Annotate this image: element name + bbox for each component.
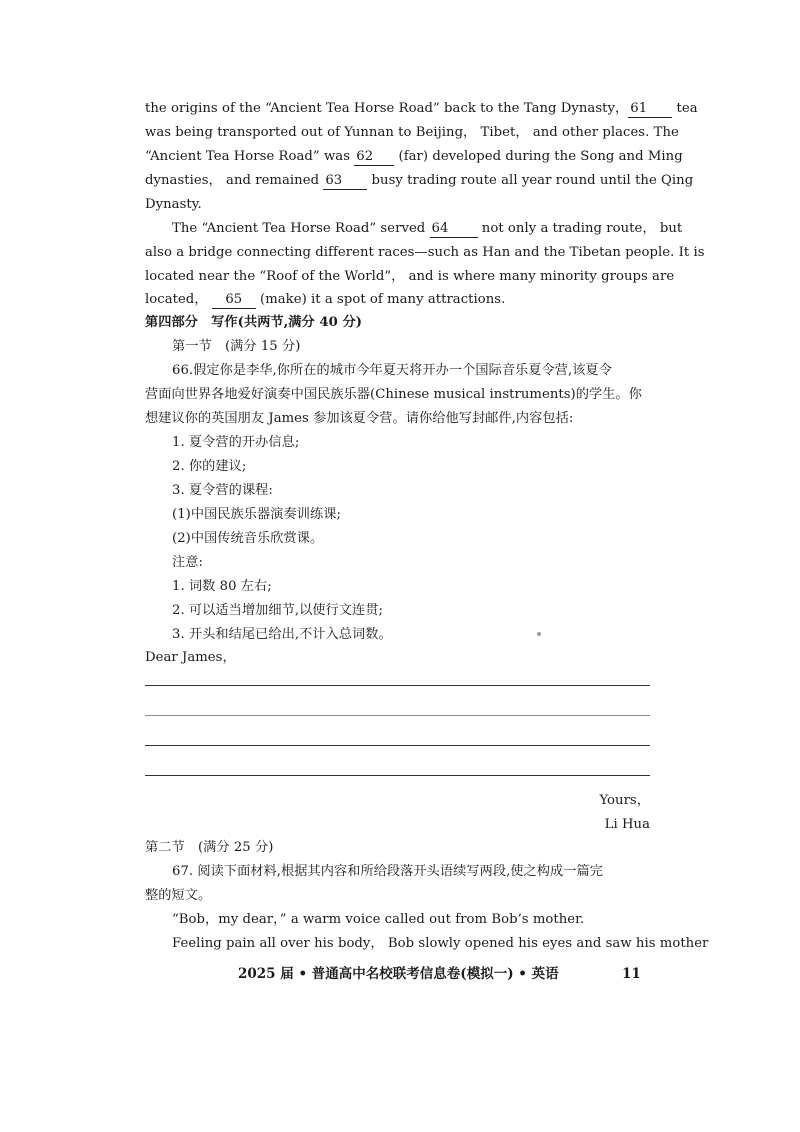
passage-line: Dynasty. bbox=[145, 197, 202, 212]
section1-heading: 第一节 (满分 15 分) bbox=[172, 339, 301, 354]
q66-subitem: (1)中国民族乐器演奏训练课; bbox=[172, 507, 341, 522]
q66-subitem: (2)中国传统音乐欣赏课。 bbox=[172, 531, 324, 546]
passage-text: located， bbox=[145, 292, 212, 307]
page-number: 11 bbox=[622, 966, 641, 982]
passage-text: tea bbox=[672, 101, 698, 116]
writing-line[interactable] bbox=[145, 745, 650, 746]
q67-line: 67. 阅读下面材料,根据其内容和所给段落开头语续写两段,使之构成一篇完 bbox=[172, 864, 603, 879]
q66-line: 营面向世界各地爱好演奏中国民族乐器(Chinese musical instruments)的学生。你 bbox=[145, 387, 642, 402]
blank-61: 61 bbox=[628, 101, 672, 118]
q66-line: 想建议你的英国朋友 James 参加该夏令营。请你给他写封邮件,内容包括: bbox=[145, 411, 574, 426]
q66-line: 66.假定你是李华,你所在的城市今年夏天将开办一个国际音乐夏令营,该夏令 bbox=[172, 363, 612, 378]
letter-greeting: Dear James， bbox=[145, 650, 236, 665]
passage-line bbox=[145, 99, 698, 119]
q67-line: 整的短文。 bbox=[145, 888, 212, 903]
passage-text: “Ancient Tea Horse Road” was bbox=[145, 149, 355, 164]
part4-heading: 第四部分 写作(共两节,满分 40 分) bbox=[145, 315, 363, 330]
note-item: 2. 可以适当增加细节,以使行文连贯; bbox=[172, 603, 383, 618]
passage-text: dynasties， and remained bbox=[145, 173, 324, 188]
passage-text: not only a trading route， but bbox=[477, 221, 683, 236]
writing-line[interactable] bbox=[145, 685, 650, 686]
note-heading: 注意: bbox=[172, 555, 203, 570]
passage-text: (far) developed during the Song and Ming bbox=[394, 149, 683, 164]
writing-line[interactable] bbox=[145, 775, 650, 776]
passage-line bbox=[145, 290, 655, 310]
passage-line: located near the “Roof of the World”， and is where many minority groups are bbox=[145, 269, 675, 284]
passage-line bbox=[172, 219, 683, 239]
blank-65: 65 bbox=[212, 292, 256, 309]
note-item: 3. 开头和结尾已给出,不计入总词数。 bbox=[172, 627, 392, 642]
letter-signature: Li Hua bbox=[604, 817, 650, 832]
passage-text: (make) it a spot of many attractions. bbox=[255, 292, 506, 307]
passage-line bbox=[145, 147, 683, 167]
story-line: “Bob，my dear，” a warm voice called out from Bob’s mother. bbox=[172, 912, 585, 927]
writing-line[interactable] bbox=[145, 715, 650, 716]
blank-64: 64 bbox=[430, 221, 478, 238]
blank-62: 62 bbox=[354, 149, 394, 166]
story-line: Feeling pain all over his body， Bob slowly opened his eyes and saw his mother bbox=[172, 936, 709, 951]
passage-line bbox=[145, 171, 694, 191]
scan-speck bbox=[537, 632, 541, 636]
q66-item: 3. 夏令营的课程: bbox=[172, 483, 273, 498]
note-item: 1. 词数 80 左右; bbox=[172, 579, 272, 594]
passage-text: busy trading route all year round until the Qing bbox=[367, 173, 694, 188]
passage-line: was being transported out of Yunnan to Beijing， Tibet， and other places. The bbox=[145, 125, 679, 140]
blank-63: 63 bbox=[323, 173, 367, 190]
q66-item: 2. 你的建议; bbox=[172, 459, 247, 474]
passage-text: The “Ancient Tea Horse Road” served bbox=[172, 221, 430, 236]
passage-text: the origins of the “Ancient Tea Horse Road” back to the Tang Dynasty， bbox=[145, 101, 629, 116]
section2-heading: 第二节 (满分 25 分) bbox=[145, 840, 274, 855]
q66-item: 1. 夏令营的开办信息; bbox=[172, 435, 300, 450]
letter-closing: Yours， bbox=[599, 793, 650, 808]
passage-line: also a bridge connecting different races—such as Han and the Tibetan people. It is bbox=[145, 245, 705, 260]
footer-title: 2025 届 • 普通高中名校联考信息卷(模拟一) • 英语 bbox=[238, 966, 559, 982]
